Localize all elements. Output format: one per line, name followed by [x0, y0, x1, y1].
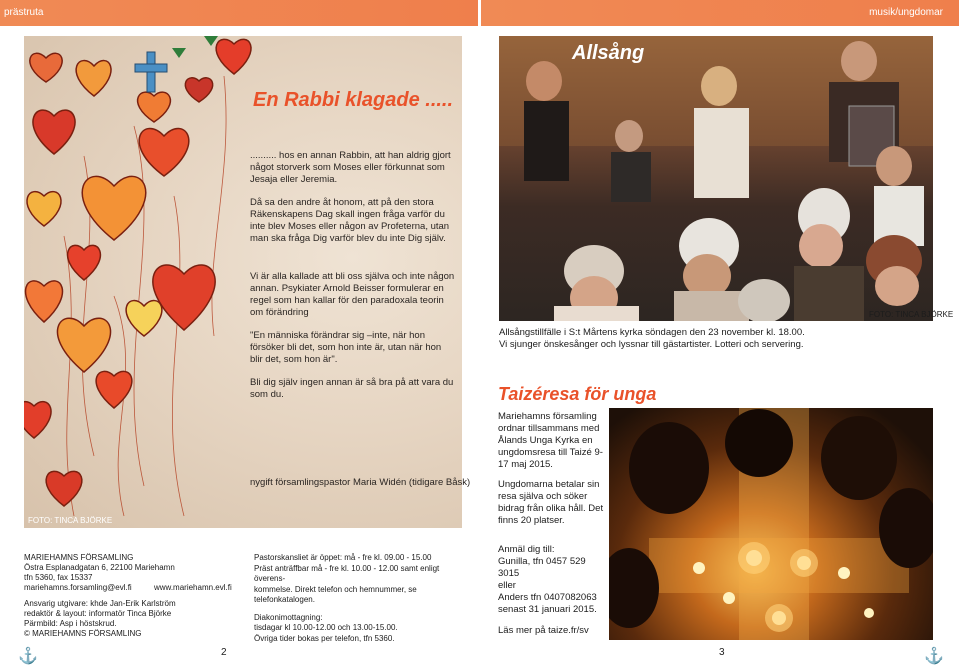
taize-contact-line: Anders tfn 0407082063: [498, 592, 597, 603]
taize-paragraph: Ungdomarna betalar sin resa själva och söker bidrag från olika håll. Det finns 20 platser.: [498, 479, 604, 526]
diakoni-line: Övriga tider bokas per telefon, tfn 5360.: [254, 633, 395, 643]
taize-contact-line: senast 31 januari 2015.: [498, 604, 597, 615]
photo-credit-right: FOTO: TINCA BJÖRKE: [869, 310, 954, 319]
allsang-photo: [499, 36, 933, 321]
page-number-right: 3: [719, 647, 725, 658]
article-paragraph: .......... hos en annan Rabbin, att han aldrig gjort något storverk som Moses eller förkunnat som Jesaja eller Jeremia.: [250, 150, 451, 185]
credit-line: Pärmbild: Asp i höstskrud.: [24, 619, 117, 628]
article-paragraph: Vi är alla kallade att bli oss själva och inte någon annan. Psykiater Arnold Beisser formulerar en regel som han kallar för den paradoxala teorin om förändring: [250, 271, 455, 318]
credit-line: redaktör & layout: informatör Tinca Björke: [24, 609, 172, 618]
allsang-title: Allsång: [572, 42, 645, 64]
photo-credit-left: FOTO: TINCA BJÖRKE: [28, 516, 113, 525]
taize-paragraph: Mariehamns församling ordnar tillsammans med Ålands Unga Kyrka en ungdomsresa till Taizé 9-17 maj 2015.: [498, 411, 603, 470]
taize-contact-line: eller: [498, 580, 516, 591]
diakoni-line: tisdagar kl 10.00-12.00 och 13.00-15.00.: [254, 623, 398, 632]
taize-contact: [498, 544, 608, 637]
anchor-icon: ⚓: [924, 648, 944, 665]
candles-illustration: [609, 408, 933, 640]
taize-photo: [609, 408, 933, 640]
taize-text: [498, 411, 604, 535]
header-bar-left: [0, 0, 478, 26]
office-hours-block: [254, 553, 464, 644]
section-label-right: musik/ungdomar: [869, 7, 943, 18]
choir-illustration: [499, 36, 933, 321]
article-body: [250, 150, 455, 412]
office-line: kommelse. Direkt telefon och hemnummer, se telefonkatalogen.: [254, 584, 417, 604]
allsang-line: Vi sjunger önskesånger och lyssnar till gästartister. Lotteri och servering.: [499, 339, 804, 350]
article-paragraph: Bli dig själv ingen annan är så bra på att vara du som du.: [250, 377, 454, 400]
header-bar-right: [481, 0, 959, 26]
article-paragraph: Då sa den andre åt honom, att på den stora Räkenskapens Dag skall ingen fråga varför du inte blev Moses eller någon av Profeterna, utan man ska fråga Dig varför blev du inte Dig själv.: [250, 197, 450, 244]
allsang-line: Allsångstillfälle i S:t Mårtens kyrka söndagen den 23 november kl. 18.00.: [499, 327, 805, 338]
anchor-icon: ⚓: [18, 648, 38, 665]
diakoni-line: Diakonimottagning:: [254, 612, 323, 622]
article-quote: "En människa förändrar sig –inte, när hon försöker bli det, som hon inte är, utan när hon blir det, som hon är".: [250, 330, 442, 365]
page-number-left: 2: [221, 647, 227, 658]
contact-line: MARIEHAMNS FÖRSAMLING: [24, 553, 134, 562]
office-line: Pastorskansliet är öppet: må - fre kl. 09.00 - 15.00: [254, 553, 432, 562]
contact-line: tfn 5360, fax 15337: [24, 573, 93, 582]
contact-block: [24, 553, 232, 639]
taize-title: Taizéresa för unga: [498, 384, 657, 404]
article-signature: nygift församlingspastor Maria Widén (tidigare Båsk): [250, 477, 471, 488]
contact-line: mariehamns.forsamling@evl.fi www.mariehamn.evl.fi: [24, 583, 232, 592]
taize-contact-line: Anmäl dig till:: [498, 544, 555, 555]
taize-contact-line: Gunilla, tfn 0457 529 3015: [498, 556, 586, 579]
allsang-text: [499, 327, 939, 351]
article-title: En Rabbi klagade .....: [253, 89, 454, 111]
office-line: Präst anträffbar må - fre kl. 10.00 - 12.00 samt enligt överens-: [254, 563, 440, 583]
credit-line: Ansvarig utgivare: khde Jan-Erik Karlström: [24, 599, 176, 608]
section-label-left: prästruta: [4, 7, 44, 18]
contact-line: Östra Esplanadgatan 6, 22100 Mariehamn: [24, 563, 175, 572]
taize-link[interactable]: Läs mer på taize.fr/sv: [498, 625, 589, 636]
credit-line: © MARIEHAMNS FÖRSAMLING: [24, 629, 142, 638]
